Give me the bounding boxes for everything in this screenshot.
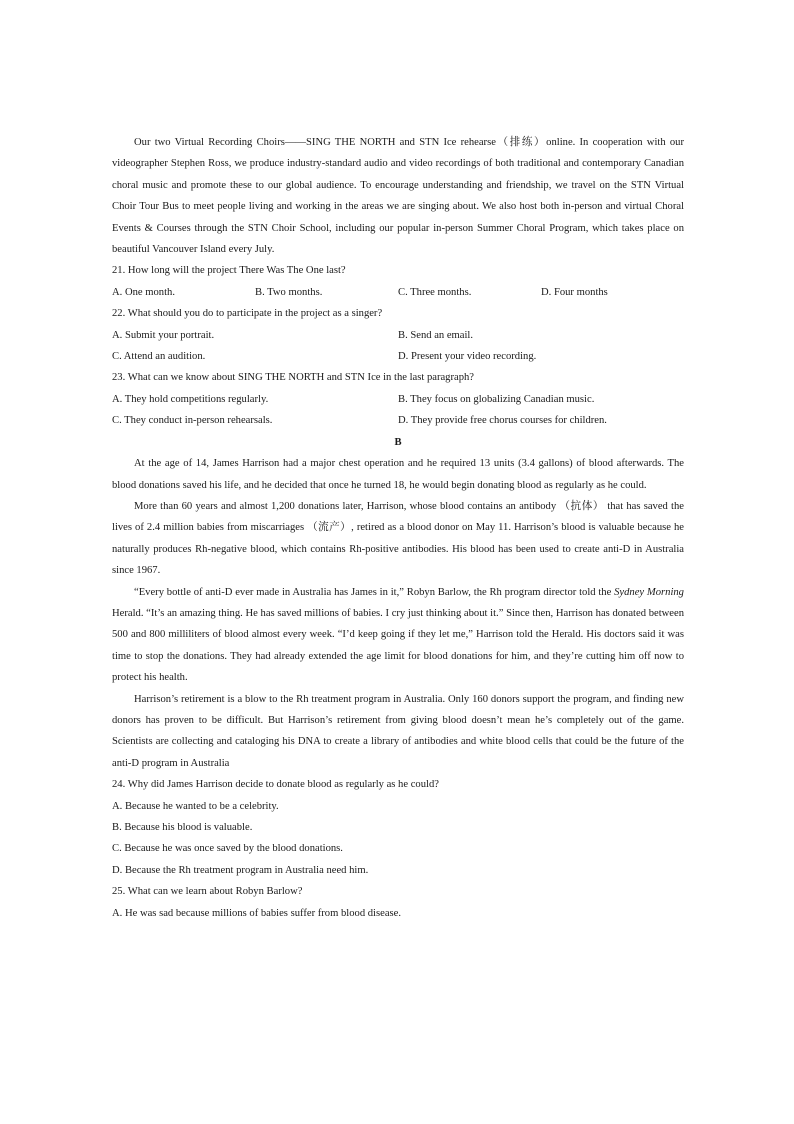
- option-24-c: C. Because he was once saved by the blood donations.: [112, 843, 343, 855]
- passage-b-paragraph-2: More than 60 years and almost 1,200 donations later, Harrison, whose blood contains an antibody （抗体） that has saved the lives of 2.4 million babies from miscarriages （流产）, retired as a blood donor on May 11. Harrison’s blood is valuable because he naturally produces Rh-negative blood, which contains Rh-positive antibodies. His blood has been used to create anti-D in Australia since 1967.: [112, 500, 684, 577]
- option-21-d: D. Four months: [541, 286, 608, 298]
- exam-page: [112, 132, 684, 924]
- option-23-a: A. They hold competitions regularly.: [112, 393, 269, 405]
- option-21-c: C. Three months.: [398, 286, 472, 298]
- option-22-d: D. Present your video recording.: [398, 351, 537, 363]
- passage-b-paragraph-4: Harrison’s retirement is a blow to the Rh treatment program in Australia. Only 160 donors support the program, and finding new donors has proven to be difficult. But Harrison’s retirement from giving blood doesn’t mean he’s completely out of the game. Scientists are collecting and cataloging his DNA to create a library of antibodies and white blood cells that could be the future of the anti-D program in Australia: [112, 693, 684, 769]
- option-23-c: C. They conduct in-person rehearsals.: [112, 415, 273, 427]
- passage-b-paragraph-3: [112, 582, 684, 689]
- option-24-a: A. Because he wanted to be a celebrity.: [112, 800, 279, 812]
- question-21-options: [112, 282, 684, 303]
- paragraph-3-start: “Every bottle of anti-D ever made in Australia has James in it,” Robyn Barlow, the Rh program director told the: [134, 586, 615, 598]
- question-23-options-row-1: [112, 389, 684, 410]
- question-22-options-row-2: [112, 346, 684, 367]
- question-23-options-row-2: [112, 410, 684, 431]
- option-22-c: C. Attend an audition.: [112, 351, 206, 363]
- option-21-a: A. One month.: [112, 286, 175, 298]
- section-b-heading: B: [394, 436, 402, 448]
- question-25: 25. What can we learn about Robyn Barlow?: [112, 886, 303, 898]
- question-24: 24. Why did James Harrison decide to donate blood as regularly as he could?: [112, 779, 439, 791]
- option-25-a: A. He was sad because millions of babies suffer from blood disease.: [112, 907, 402, 919]
- question-22: 22. What should you do to participate in the project as a singer?: [112, 308, 383, 320]
- option-21-b: B. Two months.: [255, 286, 323, 298]
- option-24-b: B. Because his blood is valuable.: [112, 822, 253, 833]
- question-23: 23. What can we know about SING THE NORTH and STN Ice in the last paragraph?: [112, 372, 475, 384]
- question-22-options-row-1: [112, 325, 684, 346]
- paragraph-3-end: Herald. “It’s an amazing thing. He has saved millions of babies. I cry just thinking about it.” Since then, Harrison has donated between 500 and 800 milliliters of blood almost every week. “I’d keep going if they let me,” Harrison told the Herald. His doctors said it was time to stop the donations. They had already extended the age limit for blood donations for him, and they’re cutting him off now to protect his health.: [112, 607, 684, 684]
- option-22-a: A. Submit your portrait.: [112, 329, 215, 341]
- option-24-d: D. Because the Rh treatment program in Australia need him.: [112, 864, 369, 876]
- option-23-b: B. They focus on globalizing Canadian music.: [398, 393, 595, 405]
- option-22-b: B. Send an email.: [398, 329, 474, 341]
- passage-b-paragraph-1: At the age of 14, James Harrison had a major chest operation and he required 13 units (3.4 gallons) of blood afterwards. The blood donations saved his life, and he decided that once he turned 18, he would begin donating blood as regularly as he could.: [112, 458, 684, 491]
- passage-a-paragraph: Our two Virtual Recording Choirs——SING THE NORTH and STN Ice rehearse（排练）online. In cooperation with our videographer Stephen Ross, we produce industry-standard audio and video recordings of both traditional and contemporary Canadian choral music and promote these to our global audience. To encourage understanding and friendship, we travel on the STN Virtual Choir Tour Bus to meet people living and working in the areas we are singing about. We also host both in-person and virtual Choral Events & Courses through the STN Choir School, including our popular in-person Summer Choral Program, which takes place on beautiful Vancouver Island every July.: [112, 137, 684, 256]
- option-23-d: D. They provide free chorus courses for children.: [398, 415, 607, 427]
- question-21: 21. How long will the project There Was The One last?: [112, 265, 346, 277]
- newspaper-name-italic: Sydney Morning: [614, 586, 684, 598]
